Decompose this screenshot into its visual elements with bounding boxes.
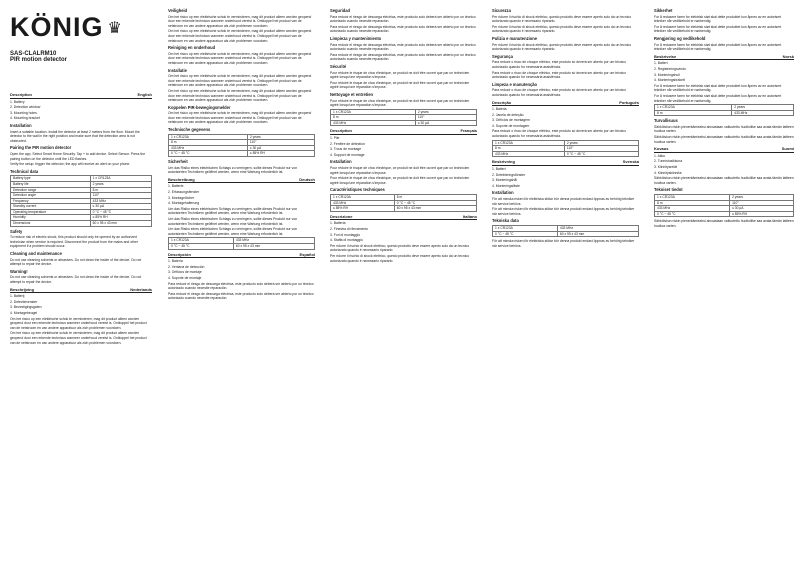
model-number: SAS-CLALRM10 — [10, 51, 57, 57]
section-it-pt-sv: Sicurezza Per ridurre il rischio di shock elettrico, questo prodotto deve essere aperto solo da un tecnico autorizzato quando è necessario ripararlo. Per ridurre il rischio di shock elettrico, questo prodotto deve essere aperto solo da un tecnico autorizzato quando è necessario ripararlo. Pulizia e manutenzione Per ridurre il rischio di shock elettrico, questo prodotto deve essere aperto solo da un tecnico autorizzato quando è necessario ripararlo. Segurança Para reduzir o risco de choque elétrico, este produto só deverá ser aberto por um técnico autorizado quando for necessária assistência. Para reduzir o risco de choque elétrico, este produto só deverá ser aberto por um técnico autorizado quando for necessária assistência. Limpeza e manutenção Para reduzir o risco de choque elétrico, este produto só deverá ser aberto por um técnico autorizado quando for necessária assistência. Descrição Português 1. Bateria 2. Janela de deteção 3. Orifícios de montagem 4. Suporte de montagem Para reduzir o risco de choque elétrico, este produto só deverá ser aberto por um técnico autorizado quando for necessária assistência. 1 x CR123A 2 years 8 m 110° 433 MHz 0 °C ~ 45 °C Beskrivning Svenska 1. Batteri 2. Detekteringsfönster 3. Monteringshål 4. Monteringsfäste Installation För att minska risken för elektriska stötar bör denna produkt endast öppnas av behörig tekniker när service behövs. För att minska risken för elektriska stötar bör denna produkt endast öppnas av behörig tekniker när service behövs. Tekniska data 1 x CR123A 433 MHz 0 °C ~ 45 °C 60 x 95 x 43 mm För att minska risken för elektriska stötar bör denna produkt endast öppnas av behörig tekniker när service behövs. — [492, 8, 639, 248]
lang-header-norsk: Beskrivelse Norsk — [654, 53, 794, 59]
spec-table-en: Battery type 1 x CR123A Battery life 2 years Detection range 8 m Detection angle 110° Frequency 433 MHz Standby current ≤ 30 µA Operating temperature 0 °C ~ 45 °C Humidity ≤ 85% RH Dimensions 60 x 95 x 43 mm — [10, 175, 152, 226]
product-name: PIR motion detector — [10, 57, 68, 63]
lang-header-svenska: Beskrivning Svenska — [492, 159, 639, 165]
heading: Cleaning and maintenance — [10, 251, 62, 257]
column-5 — [650, 6, 798, 562]
lang-header-deutsch: Beschreibung Deutsch — [168, 176, 315, 182]
spec-table-pt: 1 x CR123A 2 years 8 m 110° 433 MHz 0 °C ~ 45 °C — [492, 140, 639, 158]
spec-table-de: 1 x CR123A 433 MHz 0 °C ~ 45 °C 60 x 95 x 43 mm — [168, 237, 315, 249]
lang-header-italiano: Descrizione Italiano — [330, 213, 477, 219]
column-1 — [6, 6, 156, 562]
section-es-fr: Seguridad Para reducir el riesgo de descarga eléctrica, este producto solo deberá ser abierto por un técnico autorizado cuando necesite reparación. Para reducir el riesgo de descarga eléctrica, este producto solo deberá ser abierto por un técnico autorizado cuando necesite reparación. Limpieza y mantenimiento Para reducir el riesgo de descarga eléctrica, este producto solo deberá ser abierto por un técnico autorizado cuando necesite reparación. Para reducir el riesgo de descarga eléctrica, este producto solo deberá ser abierto por un técnico autorizado cuando necesite reparación. Sécurité Pour réduire le risque de choc électrique, ce produit ne doit être ouvert que par un technicien agréé lorsqu'une réparation s'impose. Pour réduire le risque de choc électrique, ce produit ne doit être ouvert que par un technicien agréé lorsqu'une réparation s'impose. Nettoyage et entretien Pour réduire le risque de choc électrique, ce produit ne doit être ouvert que par un technicien agréé lorsqu'une réparation s'impose. 1 x CR123A 2 years 8 m 110° 433 MHz ≤ 30 µA Description Français 1. Pile 2. Fenêtre de détection 3. Trous de montage 4. Support de montage Installation Pour réduire le risque de choc électrique, ce produit ne doit être ouvert que par un technicien agréé lorsqu'une réparation s'impose. Pour réduire le risque de choc électrique, ce produit ne doit être ouvert que par un technicien agréé lorsqu'une réparation s'impose. Caractéristiques techniques 1 x CR123A 8 m 433 MHz 0 °C ~ 45 °C ≤ 85% RH 60 x 95 x 43 mm Descrizione Italiano 1. Batteria 2. Finestra di rilevamento 3. Fori di montaggio 4. Staffa di montaggio Per ridurre il rischio di shock elettrico, questo prodotto deve essere aperto solo da un tecnico autorizzato quando è necessario ripararlo. Per ridurre il rischio di shock elettrico, questo prodotto deve essere aperto solo da un tecnico autorizzato quando è necessario ripararlo. — [330, 8, 477, 263]
lang-header-francais: Description Français — [330, 128, 477, 134]
spec-table-no: 1 x CR123A 2 years 8 m 433 MHz — [654, 104, 794, 116]
section-no-fi: Sikkerhet For å redusere faren for elektrisk støt skal dette produktet kun åpnes av en autorisert tekniker når vedlikehold er nødvendig. For å redusere faren for elektrisk støt skal dette produktet kun åpnes av en autorisert tekniker når vedlikehold er nødvendig. Rengjøring og vedlikehold For å redusere faren for elektrisk støt skal dette produktet kun åpnes av en autorisert tekniker når vedlikehold er nødvendig. Beskrivelse Norsk 1. Batteri 2. Registreringsvindu 3. Monteringshull 4. Monteringsbrakett For å redusere faren for elektrisk støt skal dette produktet kun åpnes av en autorisert tekniker når vedlikehold er nødvendig. For å redusere faren for elektrisk støt skal dette produktet kun åpnes av en autorisert tekniker når vedlikehold er nødvendig. 1 x CR123A 2 years 8 m 433 MHz Turvallisuus Sähköiskun riskin pienentämiseksi ainoastaan valtuutettu huoltoliike saa avata tämän laitteen huoltoa varten. Sähköiskun riskin pienentämiseksi ainoastaan valtuutettu huoltoliike saa avata tämän laitteen huoltoa varten. Kuvaus Suomi 1. Akku 2. Tunnistusikkuna 3. Kiinnitysreiät 4. Kiinnityskiinnike Sähköiskun riskin pienentämiseksi ainoastaan valtuutettu huoltoliike saa avata tämän laitteen huoltoa varten. Tekniset tiedot 1 x CR123A 2 years 8 m 110° 433 MHz ≤ 30 µA 0 °C ~ 45 °C ≤ 85% RH Sähköiskun riskin pienentämiseksi ainoastaan valtuutettu huoltoliike saa avata tämän laitteen huoltoa varten. — [654, 8, 794, 228]
column-2 — [164, 6, 319, 562]
spec-table-es: 1 x CR123A 2 years 8 m 110° 433 MHz ≤ 30 µA — [330, 109, 477, 127]
column-3 — [326, 6, 481, 562]
crown-icon: ♛ — [107, 19, 122, 37]
column-4 — [488, 6, 643, 562]
heading: Installation — [10, 122, 32, 128]
heading: Technical data — [10, 168, 39, 174]
spec-table-nl: 1 x CR123A 2 years 8 m 110° 433 MHz ≤ 30 µA 0 °C ~ 45 °C ≤ 85% RH — [168, 134, 315, 157]
section-nl-de: Veiligheid Om het risico op een elektrische schok te verminderen, mag dit product alleen worden geopend door een erkende technicus wanneer onderhoud vereist is. Ontkoppel het product van de netstroom en van andere apparatuur als zich problemen voordoen. Om het risico op een elektrische schok te verminderen, mag dit product alleen worden geopend door een erkende technicus wanneer onderhoud vereist is. Ontkoppel het product van de netstroom en van andere apparatuur als zich problemen voordoen. Reiniging en onderhoud Om het risico op een elektrische schok te verminderen, mag dit product alleen worden geopend door een erkende technicus wanneer onderhoud vereist is. Ontkoppel het product van de netstroom en van andere apparatuur als zich problemen voordoen. Installatie Om het risico op een elektrische schok te verminderen, mag dit product alleen worden geopend door een erkende technicus wanneer onderhoud vereist is. Ontkoppel het product van de netstroom en van andere apparatuur als zich problemen voordoen. Om het risico op een elektrische schok te verminderen, mag dit product alleen worden geopend door een erkende technicus wanneer onderhoud vereist is. Ontkoppel het product van de netstroom en van andere apparatuur als zich problemen voordoen. Koppelen PIR-bewegingsmelder Om het risico op een elektrische schok te verminderen, mag dit product alleen worden geopend door een erkende technicus wanneer onderhoud vereist is. Ontkoppel het product van de netstroom en van andere apparatuur als zich problemen voordoen. Technische gegevens 1 x CR123A 2 years 8 m 110° 433 MHz ≤ 30 µA 0 °C ~ 45 °C ≤ 85% RH Sicherheit Um das Risiko eines elektrischen Schlags zu verringern, sollte dieses Produkt nur von autorisierten Technikern geöffnet werden, wenn eine Wartung erforderlich ist. Beschreibung Deutsch 1. Batterie 2. Erfassungsfenster 3. Montagelöcher 4. Montagehalterung Um das Risiko eines elektrischen Schlags zu verringern, sollte dieses Produkt nur von autorisierten Technikern geöffnet werden, wenn eine Wartung erforderlich ist. Um das Risiko eines elektrischen Schlags zu verringern, sollte dieses Produkt nur von autorisierten Technikern geöffnet werden, wenn eine Wartung erforderlich ist. Um das Risiko eines elektrischen Schlags zu verringern, sollte dieses Produkt nur von autorisierten Technikern geöffnet werden, wenn eine Wartung erforderlich ist. 1 x CR123A 433 MHz 0 °C ~ 45 °C 60 x 95 x 43 mm Descripción Español 1. Batería 2. Ventana de detección 3. Orificios de montaje 4. Soporte de montaje Para reducir el riesgo de descarga eléctrica, este producto solo deberá ser abierto por un técnico autorizado cuando necesite reparación. Para reducir el riesgo de descarga eléctrica, este producto solo deberá ser abierto por un técnico autorizado cuando necesite reparación. — [168, 8, 315, 301]
section-english: Description English 1. Battery 2. Detection window 3. Mounting holes 4. Mounting bracket Installation Insert a suitable location. Install the detector at least 2 meters from the floor. Mount the detector to the wall in the right position and make sure that the detection area is not obstructed. Pairing the PIR motion detector Open the app. Select Smart Home Security. Tap + to add device. Select Sensor. Press the pairing button on the detector until the LED flashes. Verify the setup: trigger the detector; the app will receive an alert on your phone. Technical data Battery type 1 x CR123A Battery life 2 years Detection range 8 m Detection angle 110° Frequency 433 MHz Standby current ≤ 30 µA Operating temperature 0 °C ~ 45 °C Humidity ≤ 85% RH Dimensions 60 x 95 x 43 mm Safety To reduce risk of electric shock, this product should only be opened by an authorized technician when service is required. Disconnect the product from the mains and other equipment if a problem should occur. Cleaning and maintenance Do not use cleaning solvents or abrasives. Do not clean the inside of the device. Do not attempt to repair the device. Warning! Do not use cleaning solvents or abrasives. Do not clean the inside of the device. Do not attempt to repair the device. Beschrijving Nederlands 1. Batterij 2. Detectievenster 3. Bevestigingsgaten 4. Montagebeugel Om het risico op een elektrische schok te verminderen, mag dit product alleen worden geopend door een erkende technicus wanneer onderhoud vereist is. Ontkoppel het product van de netstroom en van andere apparatuur als zich problemen voordoen. Om het risico op een elektrische schok te verminderen, mag dit product alleen worden geopend door een erkende technicus wanneer onderhoud vereist is. Ontkoppel het product van de netstroom en van andere apparatuur als zich problemen voordoen. — [10, 92, 152, 345]
lang-header-english: Description English — [10, 92, 152, 97]
lang-header-espanol: Descripción Español — [168, 251, 315, 257]
spec-table-fi: 1 x CR123A 2 years 8 m 110° 433 MHz ≤ 30 µA 0 °C ~ 45 °C ≤ 85% RH — [654, 194, 794, 217]
heading: Safety — [10, 228, 23, 234]
brand-name: KÖNIG — [10, 12, 104, 42]
lang-header-portugues: Descrição Português — [492, 99, 639, 105]
lang-header-nederlands: Beschrijving Nederlands — [10, 286, 152, 292]
heading: Pairing the PIR motion detector — [10, 145, 72, 151]
lang-header-suomi: Kuvaus Suomi — [654, 146, 794, 152]
spec-table-fr: 1 x CR123A 8 m 433 MHz 0 °C ~ 45 °C ≤ 85% RH 60 x 95 x 43 mm — [330, 194, 477, 212]
brand-logo — [10, 12, 152, 43]
spec-table-sv: 1 x CR123A 433 MHz 0 °C ~ 45 °C 60 x 95 x 43 mm — [492, 225, 639, 237]
heading: Warning! — [10, 268, 28, 274]
